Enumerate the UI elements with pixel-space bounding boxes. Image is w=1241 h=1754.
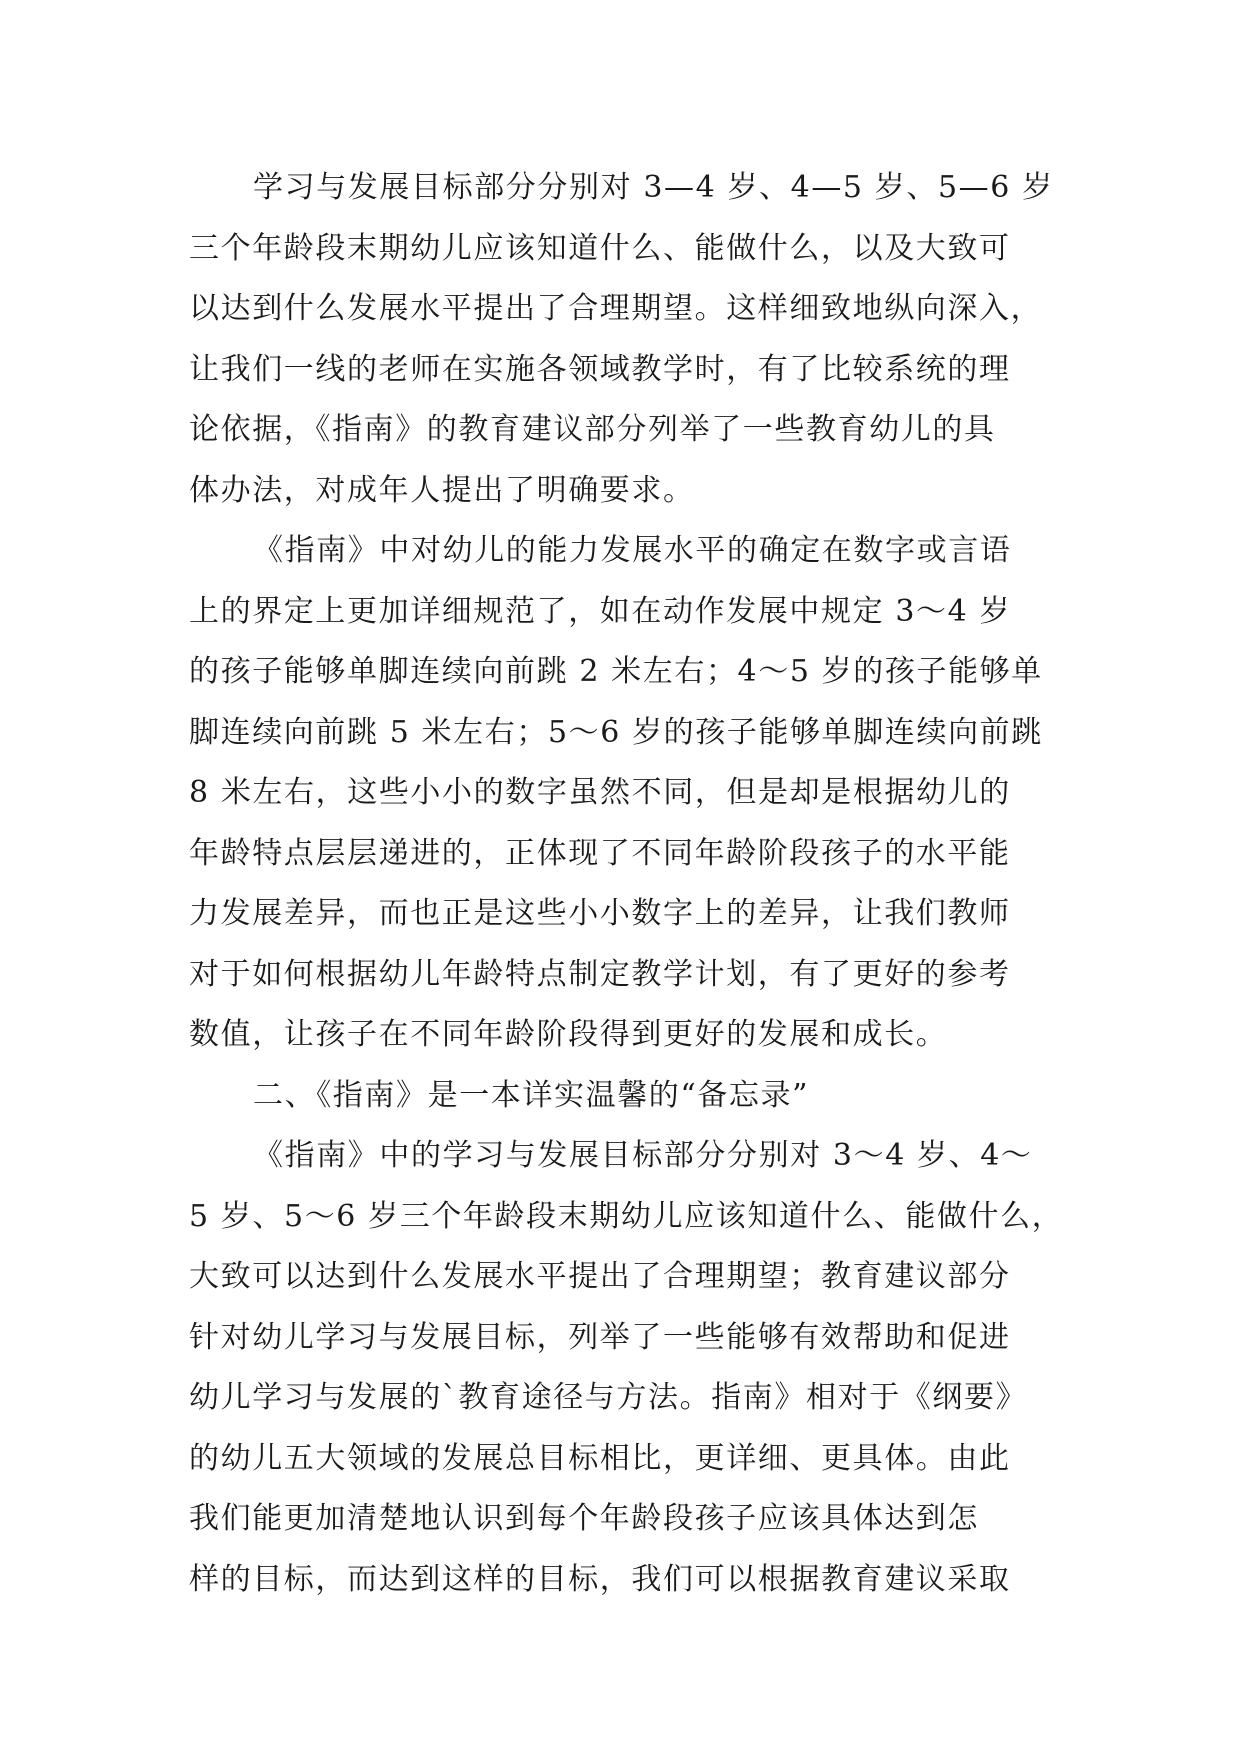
text-line: 的孩子能够单脚连续向前跳 2 米左右；4～5 岁的孩子能够单 bbox=[189, 654, 1043, 689]
text-line: 5 岁、5～6 岁三个年龄段末期幼儿应该知道什么、能做什么， bbox=[189, 1198, 1064, 1234]
section-heading: 二、《指南》是一本详实温馨的“备忘录” bbox=[253, 1077, 810, 1113]
text-line: 数值，让孩子在不同年龄阶段得到更好的发展和成长。 bbox=[189, 1017, 948, 1052]
text-line: 上的界定上更加详细规范了，如在动作发展中规定 3～4 岁 bbox=[189, 593, 1012, 629]
text-line: 大致可以达到什么发展水平提出了合理期望；教育建议部分 bbox=[189, 1259, 1011, 1294]
text-line: 《指南》中的学习与发展目标部分分别对 3～4 岁、4～ bbox=[253, 1138, 1033, 1173]
text-line: 论依据，《指南》的教育建议部分列举了一些教育幼儿的具 bbox=[189, 412, 996, 447]
text-line: 年龄特点层层递进的，正体现了不同年龄阶段孩子的水平能 bbox=[189, 835, 1011, 871]
text-line: 体办法，对成年人提出了明确要求。 bbox=[189, 472, 695, 508]
text-line: 力发展差异，而也正是这些小小数字上的差异，让我们教师 bbox=[189, 896, 1011, 931]
text-line: 幼儿学习与发展的`教育途径与方法。指南》相对于《纲要》 bbox=[189, 1380, 1028, 1415]
text-line: 对于如何根据幼儿年龄特点制定教学计划，有了更好的参考 bbox=[189, 956, 1011, 992]
text-line: 针对幼儿学习与发展目标，列举了一些能够有效帮助和促进 bbox=[189, 1319, 1011, 1355]
text-line: 8 米左右，这些小小的数字虽然不同，但是却是根据幼儿的 bbox=[189, 775, 1011, 810]
text-line: 脚连续向前跳 5 米左右；5～6 岁的孩子能够单脚连续向前跳 bbox=[189, 714, 1043, 750]
text-line: 样的目标，而达到这样的目标，我们可以根据教育建议采取 bbox=[189, 1561, 1011, 1597]
text-line: 我们能更加清楚地认识到每个年龄段孩子应该具体达到怎 bbox=[189, 1501, 979, 1536]
body-text bbox=[189, 158, 1069, 1610]
text-line: 三个年龄段末期幼儿应该知道什么、能做什么，以及大致可 bbox=[189, 230, 1011, 266]
text-line: 学习与发展目标部分分别对 3—4 岁、4—5 岁、5—6 岁 bbox=[253, 170, 1054, 205]
text-line: 以达到什么发展水平提出了合理期望。这样细致地纵向深入， bbox=[189, 291, 1043, 326]
text-line: 让我们一线的老师在实施各领域教学时，有了比较系统的理 bbox=[189, 351, 1011, 387]
text-line: 《指南》中对幼儿的能力发展水平的确定在数字或言语 bbox=[253, 533, 1012, 568]
text-line: 的幼儿五大领域的发展总目标相比，更详细、更具体。由此 bbox=[189, 1440, 1011, 1476]
